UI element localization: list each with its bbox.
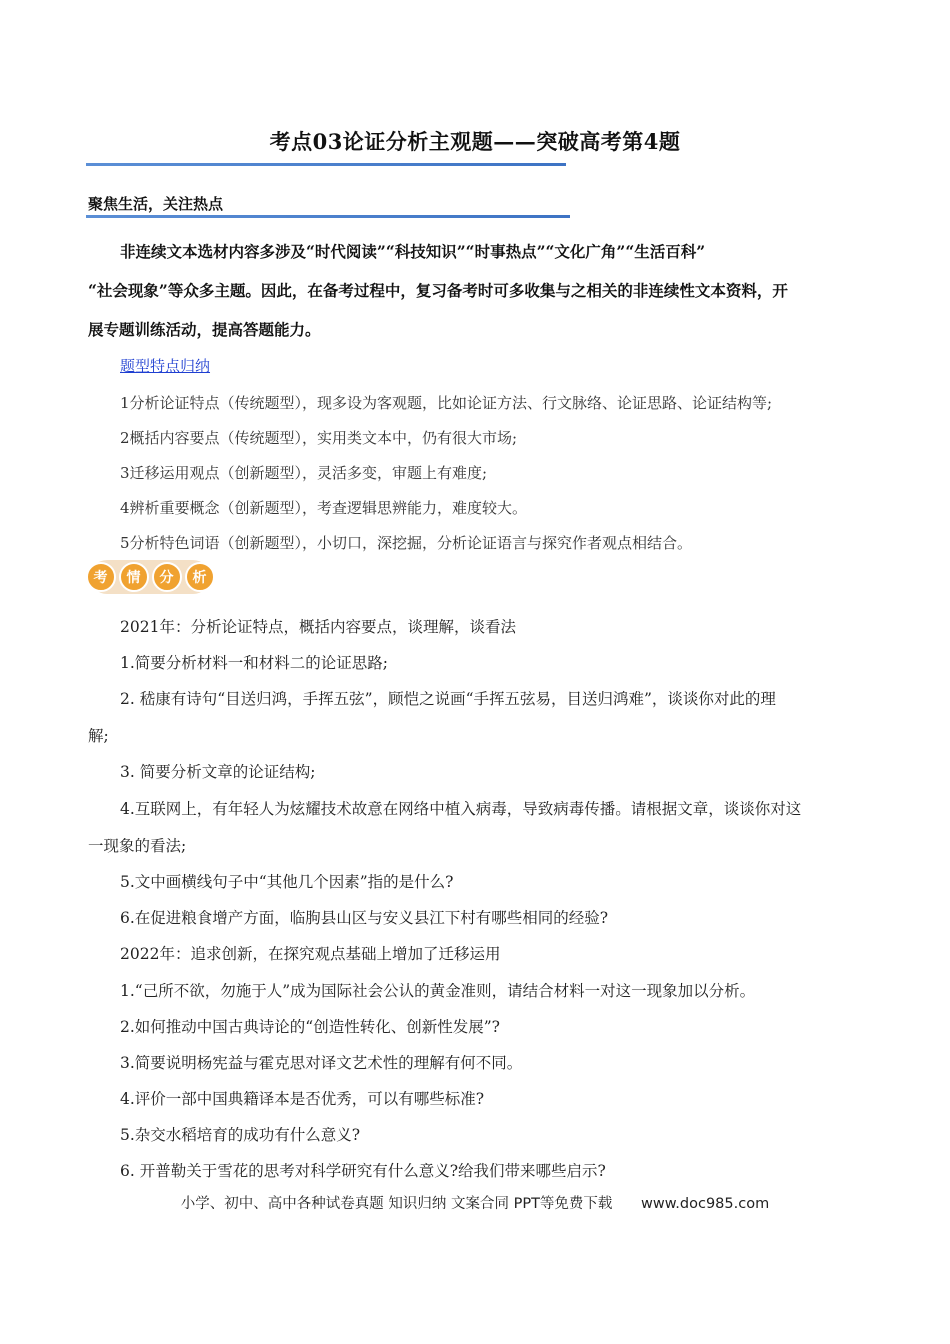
question-item: 2. 嵇康有诗句“目送归鸿，手挥五弦”，顾恺之说画“手挥五弦易，目送归鸿难”，谈谈你对此的理 [120, 690, 776, 708]
feature-item: 3迁移运用观点（创新题型），灵活多变，审题上有难度; [120, 464, 488, 482]
question-item: 6. 开普勒关于雪花的思考对科学研究有什么意义?给我们带来哪些启示? [120, 1162, 606, 1180]
question-item: 5.杂交水稻培育的成功有什么意义? [120, 1126, 361, 1144]
section-link-question-types[interactable]: 题型特点归纳 [120, 357, 211, 375]
question-item-cont: 一现象的看法; [88, 837, 187, 855]
question-item: 3. 简要分析文章的论证结构; [120, 763, 316, 781]
intro-line: “社会现象”等众多主题。因此，在备考过程中，复习备考时可多收集与之相关的非连续性文本资料，开 [88, 281, 788, 300]
question-item: 5.文中画横线句子中“其他几个因素”指的是什么? [120, 873, 454, 891]
page-footer [0, 1192, 950, 1213]
feature-item: 1分析论证特点（传统题型），现多设为客观题，比如论证方法、行文脉络、论证思路、论证结构等; [120, 394, 773, 412]
badge-char: 分 [152, 562, 182, 592]
badge-char: 考 [86, 562, 116, 592]
exam-analysis-badge [90, 560, 210, 594]
footer-text: 小学、初中、高中各种试卷真题 知识归纳 文案合同 PPT等免费下载 [180, 1196, 613, 1212]
page-title: 考点03论证分析主观题——突破高考第4题 [269, 129, 681, 154]
intro-paragraph [88, 232, 868, 349]
question-item: 4.互联网上，有年轻人为炫耀技术故意在网络中植入病毒，导致病毒传播。请根据文章，谈谈你对这 [120, 800, 802, 818]
feature-item: 4辨析重要概念（创新题型），考查逻辑思辨能力，难度较大。 [120, 499, 528, 517]
badge-char: 情 [119, 562, 149, 592]
question-item: 6.在促进粮食增产方面，临朐县山区与安义县江下村有哪些相同的经验? [120, 909, 609, 927]
question-item: 2.如何推动中国古典诗论的“创造性转化、创新性发展”? [120, 1018, 500, 1036]
feature-item: 2概括内容要点（传统题型），实用类文本中，仍有很大市场; [120, 429, 518, 447]
intro-line: 展专题训练活动，提高答题能力。 [88, 320, 321, 339]
question-item: 1.简要分析材料一和材料二的论证思路; [120, 654, 389, 672]
footer-url-link[interactable]: www.doc985.com [641, 1196, 770, 1212]
section-subhead: 聚焦生活，关注热点 [88, 195, 224, 213]
year-2021-heading: 2021年：分析论证特点，概括内容要点，谈理解，谈看法 [120, 618, 516, 636]
year-2022-heading: 2022年：追求创新，在探究观点基础上增加了迁移运用 [120, 945, 501, 963]
title-underline [86, 163, 566, 166]
question-item: 4.评价一部中国典籍译本是否优秀，可以有哪些标准? [120, 1090, 485, 1108]
intro-line: 非连续文本选材内容多涉及“时代阅读”“科技知识”“时事热点”“文化广角”“生活百科” [120, 242, 706, 261]
question-item: 1.“己所不欲，勿施于人”成为国际社会公认的黄金准则，请结合材料一对这一现象加以分析。 [120, 982, 756, 1000]
badge-char: 析 [185, 562, 215, 592]
question-item: 3.简要说明杨宪益与霍克思对译文艺术性的理解有何不同。 [120, 1054, 523, 1072]
feature-item: 5分析特色词语（创新题型），小切口，深挖掘，分析论证语言与探究作者观点相结合。 [120, 534, 693, 552]
subhead-underline [86, 215, 570, 218]
question-item-cont: 解; [88, 727, 109, 745]
